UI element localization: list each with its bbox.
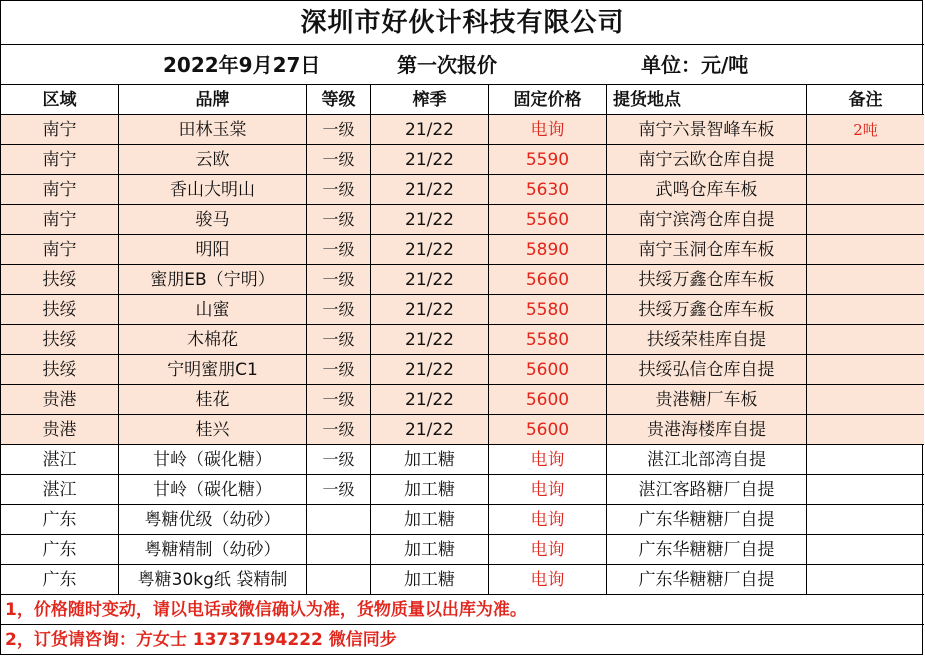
cell-price: 电询	[489, 115, 607, 145]
cell-brand: 山蜜	[119, 295, 307, 325]
cell-note	[807, 475, 924, 505]
cell-grade: 一级	[307, 235, 371, 265]
cell-location: 广东华糖糖厂自提	[607, 505, 807, 535]
cell-region: 南宁	[1, 115, 119, 145]
cell-location: 湛江北部湾自提	[607, 445, 807, 475]
cell-season: 21/22	[371, 265, 489, 295]
cell-brand: 蜜朋EB（宁明）	[119, 265, 307, 295]
cell-region: 南宁	[1, 235, 119, 265]
cell-grade: 一级	[307, 295, 371, 325]
table-row	[1, 145, 924, 175]
cell-region: 广东	[1, 535, 119, 565]
cell-location: 扶绥万鑫仓库车板	[607, 265, 807, 295]
table-row	[1, 295, 924, 325]
cell-region: 广东	[1, 565, 119, 595]
header-price: 固定价格	[489, 85, 607, 115]
cell-location: 扶绥万鑫仓库车板	[607, 295, 807, 325]
price-unit: 单位：元/吨	[641, 53, 749, 77]
cell-region: 广东	[1, 505, 119, 535]
cell-brand: 云欧	[119, 145, 307, 175]
cell-brand: 粤糖30kg纸 袋精制	[119, 565, 307, 595]
cell-season: 21/22	[371, 205, 489, 235]
cell-price: 5560	[489, 205, 607, 235]
cell-note	[807, 175, 924, 205]
cell-region: 贵港	[1, 415, 119, 445]
cell-grade: 一级	[307, 355, 371, 385]
cell-brand: 甘岭（碳化糖）	[119, 475, 307, 505]
table-row	[1, 505, 924, 535]
cell-season: 21/22	[371, 355, 489, 385]
table-row	[1, 175, 924, 205]
cell-price: 5660	[489, 265, 607, 295]
cell-note	[807, 145, 924, 175]
cell-brand: 田林玉棠	[119, 115, 307, 145]
cell-brand: 粤糖优级（幼砂）	[119, 505, 307, 535]
cell-grade: 一级	[307, 445, 371, 475]
cell-note	[807, 325, 924, 355]
cell-note	[807, 265, 924, 295]
cell-region: 扶绥	[1, 325, 119, 355]
cell-grade: 一级	[307, 325, 371, 355]
table-header-row	[1, 85, 924, 115]
header-brand: 品牌	[119, 85, 307, 115]
cell-price: 5600	[489, 355, 607, 385]
header-location: 提货地点	[607, 85, 807, 115]
cell-location: 南宁六景智峰车板	[607, 115, 807, 145]
cell-price: 5590	[489, 145, 607, 175]
cell-season: 加工糖	[371, 445, 489, 475]
cell-grade	[307, 535, 371, 565]
cell-season: 21/22	[371, 235, 489, 265]
cell-brand: 宁明蜜朋C1	[119, 355, 307, 385]
cell-note	[807, 535, 924, 565]
table-row	[1, 565, 924, 595]
table-row	[1, 115, 924, 145]
cell-brand: 骏马	[119, 205, 307, 235]
table-row	[1, 235, 924, 265]
cell-region: 扶绥	[1, 265, 119, 295]
quote-round: 第一次报价	[397, 53, 497, 77]
cell-price: 5580	[489, 325, 607, 355]
cell-brand: 桂花	[119, 385, 307, 415]
cell-location: 贵港糖厂车板	[607, 385, 807, 415]
cell-note	[807, 415, 924, 445]
cell-season: 21/22	[371, 145, 489, 175]
cell-grade: 一级	[307, 115, 371, 145]
cell-season: 21/22	[371, 175, 489, 205]
cell-location: 南宁滨湾仓库自提	[607, 205, 807, 235]
cell-season: 21/22	[371, 295, 489, 325]
cell-location: 广东华糖糖厂自提	[607, 565, 807, 595]
cell-location: 湛江客路糖厂自提	[607, 475, 807, 505]
cell-location: 扶绥荣桂库自提	[607, 325, 807, 355]
cell-note	[807, 295, 924, 325]
cell-region: 南宁	[1, 145, 119, 175]
cell-season: 21/22	[371, 325, 489, 355]
cell-season: 21/22	[371, 415, 489, 445]
cell-brand: 明阳	[119, 235, 307, 265]
quote-date: 2022年9月27日	[163, 53, 321, 77]
cell-location: 武鸣仓库车板	[607, 175, 807, 205]
cell-price: 电询	[489, 445, 607, 475]
cell-price: 5600	[489, 385, 607, 415]
cell-location: 南宁玉洞仓库车板	[607, 235, 807, 265]
cell-grade	[307, 505, 371, 535]
cell-grade: 一级	[307, 205, 371, 235]
table-row	[1, 325, 924, 355]
cell-note	[807, 355, 924, 385]
cell-note	[807, 235, 924, 265]
header-grade: 等级	[307, 85, 371, 115]
table-row	[1, 385, 924, 415]
cell-location: 广东华糖糖厂自提	[607, 535, 807, 565]
cell-brand: 甘岭（碳化糖）	[119, 445, 307, 475]
header-season: 榨季	[371, 85, 489, 115]
header-region: 区域	[1, 85, 119, 115]
cell-note	[807, 445, 924, 475]
cell-price: 电询	[489, 565, 607, 595]
cell-grade: 一级	[307, 415, 371, 445]
cell-region: 湛江	[1, 475, 119, 505]
cell-location: 南宁云欧仓库自提	[607, 145, 807, 175]
cell-season: 21/22	[371, 115, 489, 145]
cell-season: 21/22	[371, 385, 489, 415]
cell-brand: 桂兴	[119, 415, 307, 445]
cell-region: 南宁	[1, 205, 119, 235]
cell-brand: 香山大明山	[119, 175, 307, 205]
cell-grade	[307, 565, 371, 595]
cell-region: 扶绥	[1, 355, 119, 385]
footer-note-price: 1，价格随时变动，请以电话或微信确认为准，货物质量以出库为准。	[1, 595, 924, 625]
cell-location: 贵港海楼库自提	[607, 415, 807, 445]
cell-note	[807, 565, 924, 595]
table-row	[1, 205, 924, 235]
cell-season: 加工糖	[371, 505, 489, 535]
cell-region: 南宁	[1, 175, 119, 205]
cell-note: 2吨	[807, 115, 924, 145]
company-title: 深圳市好伙计科技有限公司	[1, 1, 924, 45]
cell-season: 加工糖	[371, 475, 489, 505]
cell-region: 湛江	[1, 445, 119, 475]
cell-grade: 一级	[307, 475, 371, 505]
table-row	[1, 445, 924, 475]
cell-note	[807, 385, 924, 415]
cell-grade: 一级	[307, 265, 371, 295]
cell-price: 5600	[489, 415, 607, 445]
cell-grade: 一级	[307, 175, 371, 205]
cell-brand: 木棉花	[119, 325, 307, 355]
cell-season: 加工糖	[371, 535, 489, 565]
cell-grade: 一级	[307, 145, 371, 175]
quote-subheader	[1, 45, 924, 85]
cell-brand: 粤糖精制（幼砂）	[119, 535, 307, 565]
cell-note	[807, 205, 924, 235]
table-row	[1, 475, 924, 505]
cell-region: 贵港	[1, 385, 119, 415]
table-row	[1, 535, 924, 565]
table-row	[1, 415, 924, 445]
cell-price: 5580	[489, 295, 607, 325]
table-row	[1, 265, 924, 295]
cell-price: 电询	[489, 475, 607, 505]
cell-location: 扶绥弘信仓库自提	[607, 355, 807, 385]
footer-note-contact: 2，订货请咨询：方女士 13737194222 微信同步	[5, 630, 397, 650]
cell-price: 电询	[489, 505, 607, 535]
cell-price: 5890	[489, 235, 607, 265]
cell-price: 5630	[489, 175, 607, 205]
cell-region: 扶绥	[1, 295, 119, 325]
cell-season: 加工糖	[371, 565, 489, 595]
cell-grade: 一级	[307, 385, 371, 415]
header-note: 备注	[807, 85, 924, 115]
cell-note	[807, 505, 924, 535]
cell-price: 电询	[489, 535, 607, 565]
table-row	[1, 355, 924, 385]
